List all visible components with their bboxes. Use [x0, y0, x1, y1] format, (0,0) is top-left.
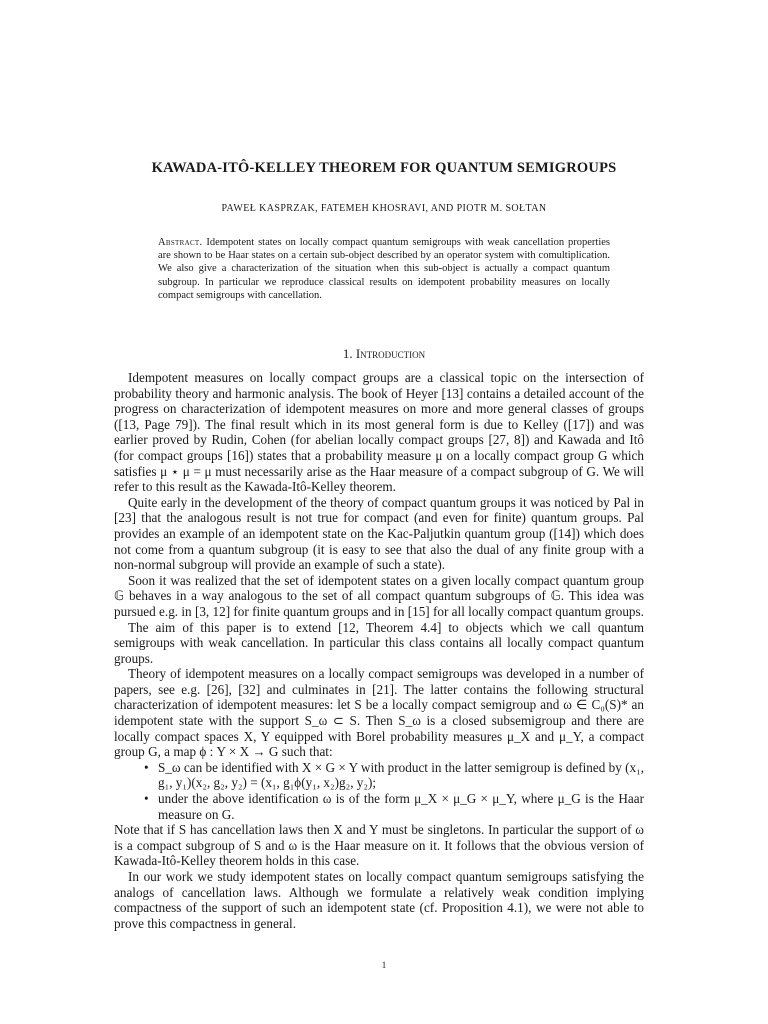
paragraph: Quite early in the development of the theory of compact quantum groups it was noticed by Pal in [23] that the analogous result is not true for compact (and even for finite) quantum groups. Pal provides an example of an idempotent state on the Kac-Paljutkin quantum group ([14]) which does not come from a quantum subgroup (it is easy to see that also the dual of any finite group with a non-normal subgroup will provide an example of such a state). [114, 494, 644, 573]
abstract [158, 236, 610, 302]
list-item-text: S_ω can be identified with X × G × Y with product in the latter semigroup is defined by (x₁, g₁, y₁)(x₂, g₂, y₂) = (x₁, g₁ϕ(y₁, x₂)g₂, y₂); [158, 759, 644, 791]
abstract-text: Idempotent states on locally compact quantum semigroups with weak cancellation properties are shown to be Haar states on a certain sub-object described by an operator system with comultiplication. We also give a characterization of the situation when this sub-object is actually a compact quantum subgroup. In particular we reproduce classical results on idempotent probability measures on locally compact semigroups with cancellation. [158, 237, 610, 301]
paragraph: Theory of idempotent measures on a locally compact semigroups was developed in a number of papers, see e.g. [26], [32] and culminates in [21]. The latter contains the following structural characterization of idempotent measures: let S be a locally compact semigroup and ω ∈ C₀(S)* an idempotent state with the support S_ω ⊂ S. Then S_ω is a closed subsemigroup and there are locally compact spaces X, Y equipped with Borel probability measures μ_X and μ_Y, a compact group G, a map ϕ : Y × X → G such that: [114, 666, 644, 760]
list-item-text: under the above identification ω is of the form μ_X × μ_G × μ_Y, where μ_G is the Haar measure on G. [158, 791, 644, 822]
list-item [114, 760, 644, 791]
bullet-icon: • [144, 759, 149, 775]
page-number: 1 [381, 960, 387, 970]
paragraph: Note that if S has cancellation laws then X and Y must be singletons. In particular the support of ω is a compact subgroup of S and ω is the Haar measure on it. It follows that the obvious version of Kawada-Itô-Kelley theorem holds in this case. [114, 822, 644, 869]
section-body [114, 370, 644, 931]
paragraph: Idempotent measures on locally compact groups are a classical topic on the intersection of probability theory and harmonic analysis. The book of Heyer [13] contains a detailed account of the progress on characterization of idempotent measures on more and more general classes of groups ([13, Page 79]). The final result which in its most general form is due to Kelley ([17]) and was earlier proved by Rudin, Cohen (for abelian locally compact groups [27, 8]) and Kawada and Itô (for compact groups [16]) states that a probability measure μ on a locally compact group G which satisfies μ ⋆ μ = μ must necessarily arise as the Haar measure of a compact subgroup of G. We will refer to this result as the Kawada-Itô-Kelley theorem. [114, 370, 644, 495]
bullet-icon: • [144, 791, 149, 807]
paragraph: The aim of this paper is to extend [12, Theorem 4.4] to objects which we call quantum semigroups with weak cancellation. In particular this class contains all locally compact quantum groups. [114, 619, 644, 666]
paragraph: Soon it was realized that the set of idempotent states on a given locally compact quantum group 𝔾 behaves in a way analogous to the set of all compact quantum subgroups of 𝔾. This idea was pursued e.g. in [3, 12] for finite quantum groups and in [15] for all locally compact quantum groups. [114, 572, 644, 619]
section-number: 1. [342, 346, 353, 361]
paper-authors: PAWEŁ KASPRZAK, FATEMEH KHOSRAVI, AND PIOTR M. SOŁTAN [221, 203, 547, 214]
section-name: Introduction [355, 346, 426, 361]
paper-title: KAWADA-ITÔ-KELLEY THEOREM FOR QUANTUM SEMIGROUPS [151, 160, 617, 176]
section-heading [0, 346, 768, 362]
abstract-label: Abstract. [158, 237, 203, 248]
list-item [114, 791, 644, 822]
bullet-list [114, 760, 644, 822]
paragraph: In our work we study idempotent states on locally compact quantum semigroups satisfying the analogs of cancellation laws. Although we formulate a relatively weak condition implying compactness of the support of such an idempotent state (cf. Proposition 4.1), we were not able to prove this compactness in general. [114, 869, 644, 931]
